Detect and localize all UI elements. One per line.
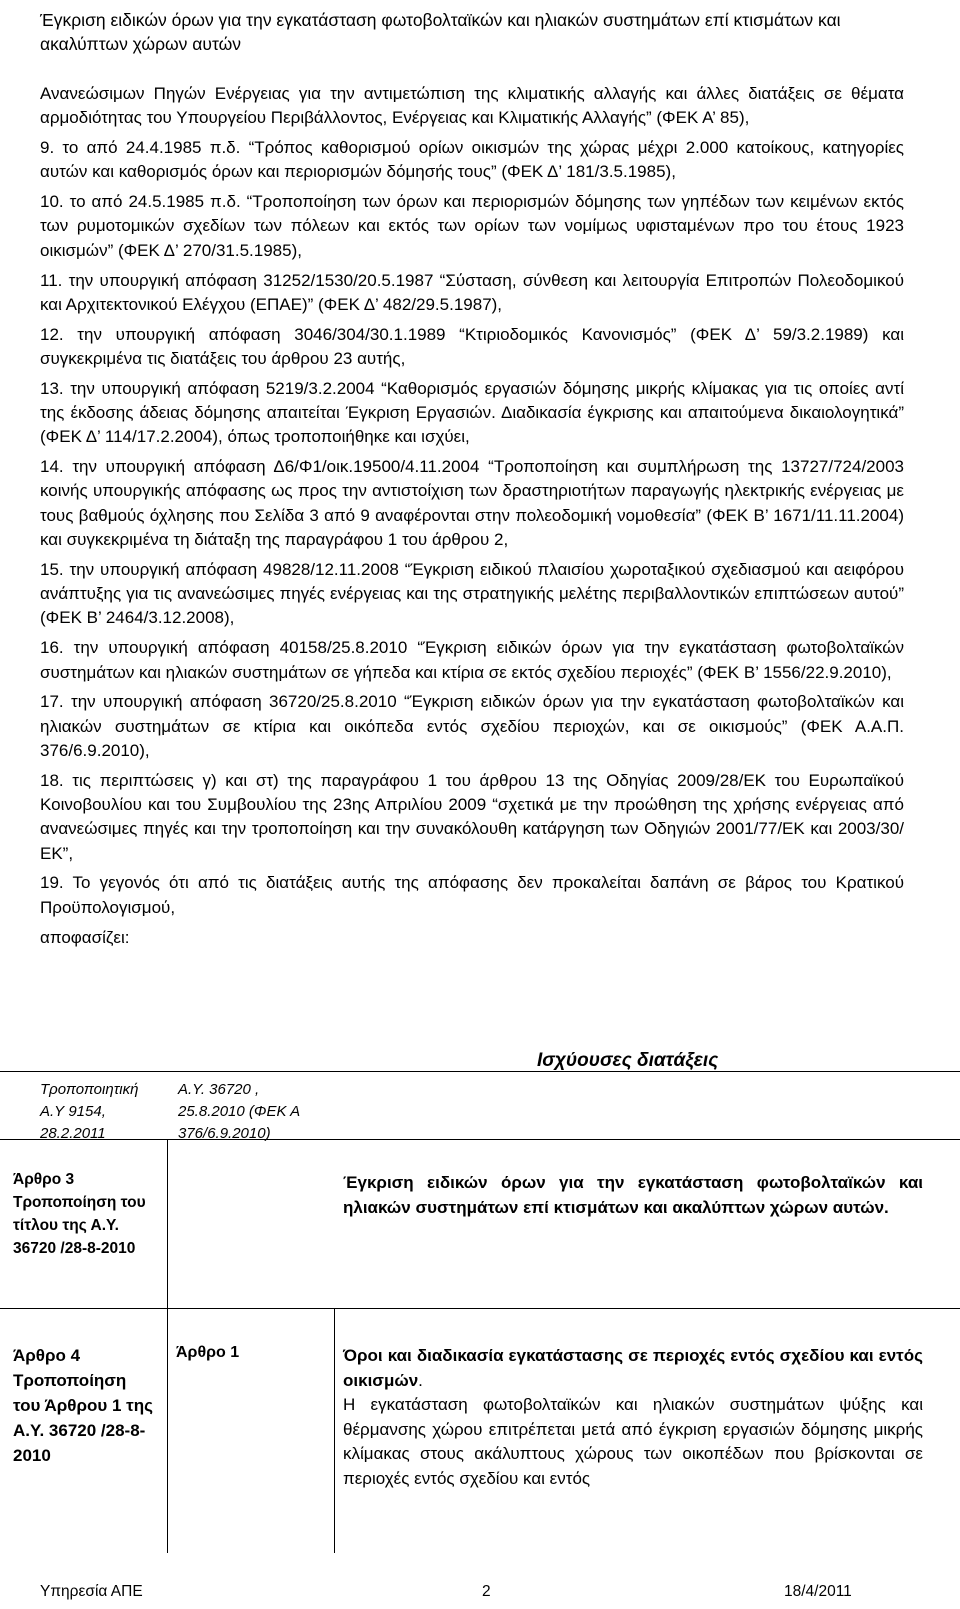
- paragraph: 17. την υπουργική απόφαση 36720/25.8.2010 “Έγκριση ειδικών όρων για την εγκατάσταση φωτοβολταϊκών και ηλιακών συστημάτων σε κτίρια και οικόπεδα εντός σχεδίου περιοχών, και σε οικισμούς” (ΦΕΚ Α.Α.Π. 376/6.9.2010),: [40, 692, 904, 760]
- article-1-text: Η εγκατάσταση φωτοβολταϊκών και ηλιακών συστημάτων ψύξης και θέρμανσης χώρου επιτρέπεται μετά από έγκριση εργασιών δόμησης μικρής κλίμακας στους ακάλυπτους χώρους των οικοπέδων που βρίσκονται σε περιοχές εντός σχεδίου και εντός: [343, 1395, 923, 1488]
- footer-date: 18/4/2011: [784, 1583, 852, 1600]
- row-text-title: Έγκριση ειδικών όρων για την εγκατάσταση φωτοβολταϊκών και ηλιακών συστημάτων επί κτισμάτων και ακαλύπτων χώρων αυτών.: [343, 1173, 923, 1217]
- table-column-divider: [334, 1308, 335, 1553]
- paragraph: 16. την υπουργική απόφαση 40158/25.8.2010 “Έγκριση ειδικών όρων για την εγκατάσταση φωτοβολταϊκών συστημάτων και ηλιακών συστημάτων σε γήπεδα και κτίρια σε εκτός σχεδίου περιοχές” (ΦΕΚ Β’ 1556/22.9.2010),: [40, 638, 904, 682]
- row-label-article-3: Άρθρο 3 Τροποποίηση του τίτλου της Α.Υ. 36720 /28-8-2010: [13, 1171, 146, 1257]
- article-1-heading-block: [343, 1344, 923, 1393]
- row-text-article-1: [343, 1344, 923, 1491]
- header-original-decision: Α.Υ. 36720 , 25.8.2010 (ΦΕΚ Α 376/6.9.2010): [178, 1081, 300, 1142]
- document-title: Έγκριση ειδικών όρων για την εγκατάσταση φωτοβολταϊκών και ηλιακών συστημάτων επί κτισμάτων και ακαλύπτων χώρων αυτών: [40, 10, 841, 54]
- paragraph: 10. το από 24.5.1985 π.δ. “Τροποποίηση των όρων και περιορισμών δόμησης των γηπέδων των κειμένων εκτός των ρυμοτομικών σχεδίων των πόλεων και εκτός των ορίων των νομίμως υφισταμένων προ του έτους 1923 οικισμών” (ΦΕΚ Δ’ 270/31.5.1985),: [40, 192, 904, 260]
- table-column-divider: [167, 1139, 168, 1314]
- paragraph: 12. την υπουργική απόφαση 3046/304/30.1.1989 “Κτιριοδομικός Κανονισμός” (ΦΕΚ Δ’ 59/3.2.1989) και συγκεκριμένα τις διατάξεις του άρθρου 23 αυτής,: [40, 324, 904, 368]
- paragraph: 9. το από 24.4.1985 π.δ. “Τρόπος καθορισμού ορίων οικισμών της χώρας μέχρι 2.000 κατοίκους, κατηγορίες αυτών και καθορισμός όρων και περιορισμών δόμησής τους” (ΦΕΚ Δ’ 181/3.5.1985),: [40, 138, 904, 182]
- paragraph: 14. την υπουργική απόφαση Δ6/Φ1/οικ.19500/4.11.2004 “Τροποποίηση και συμπλήρωση της 13727/724/2003 κοινής υπουργικής απόφασης ως προς την αντιστοίχιση των δραστηριοτήτων παραγωγής ηλεκτρικής ενέργειας με τους βαθμούς όχλησης που Σελίδα 3 από 9 αναφέρονται στην πολεοδομική νομοθεσία” (ΦΕΚ Β’ 1671/11.11.2004) και συγκεκριμένα τη διάταξη της παραγράφου 1 του άρθρου 2,: [40, 457, 904, 550]
- paragraph: 19. Το γεγονός ότι από τις διατάξεις αυτής της απόφασης δεν προκαλείται δαπάνη σε βάρος του Κρατικού Προϋπολογισμού,: [40, 873, 904, 917]
- document-body: [40, 8, 904, 955]
- row-label-article-4: Άρθρο 4 Τροποποίηση του Άρθρου 1 της Α.Υ. 36720 /28-8-2010: [13, 1346, 153, 1465]
- article-1-heading-end: .: [418, 1370, 423, 1390]
- header-current-provisions: Ισχύουσες διατάξεις: [537, 1050, 719, 1071]
- paragraph: 15. την υπουργική απόφαση 49828/12.11.2008 “Έγκριση ειδικού πλαισίου χωροταξικού σχεδιασμού και αειφόρου ανάπτυξης για τις ανανεώσιμες πηγές ενέργειας και της στρατηγικής μελέτης περιβαλλοντικών επιπτώσεων αυτού” (ΦΕΚ Β’ 2464/3.12.2008),: [40, 559, 904, 628]
- footer-service: Υπηρεσία ΑΠΕ: [40, 1583, 143, 1600]
- footer-page-number: 2: [482, 1583, 491, 1600]
- paragraph: 18. τις περιπτώσεις γ) και στ) της παραγράφου 1 του άρθρου 13 της Οδηγίας 2009/28/ΕΚ του Ευρωπαϊκού Κοινοβουλίου και του Συμβουλίου της 23ης Απριλίου 2009 “σχετικά με την προώθηση της χρήσης ενέργειας από ανανεώσιμες πηγές και την τροποποίηση και την συνακόλουθη κατάργηση των Οδηγιών 2001/77/ΕΚ και 2003/30/ΕΚ”,: [40, 770, 904, 863]
- paragraph: Ανανεώσιμων Πηγών Ενέργειας για την αντιμετώπιση της κλιματικής αλλαγής και άλλες διατάξεις σε θέματα αρμοδιότητας του Υπουργείου Περιβάλλοντος, Ενέργειας και Κλιματικής Αλλαγής” (ΦΕΚ Α’ 85),: [40, 84, 904, 128]
- row-article-1-label: Άρθρο 1: [176, 1344, 240, 1361]
- paragraph: 13. την υπουργική απόφαση 5219/3.2.2004 “Καθορισμός εργασιών δόμησης μικρής κλίμακας για τις οποίες αντί της έκδοσης άδειας δόμησης απαιτείται Έγκριση Εργασιών. Διαδικασία έγκρισης και απαιτούμενα δικαιολογητικά” (ΦΕΚ Δ’ 114/17.2.2004), όπως τροποποιήθηκε και ισχύει,: [40, 378, 904, 447]
- decides-text: αποφασίζει:: [40, 927, 130, 947]
- article-1-heading: Όροι και διαδικασία εγκατάστασης σε περιοχές εντός σχεδίου και εντός οικισμών: [343, 1346, 923, 1390]
- paragraph: 11. την υπουργική απόφαση 31252/1530/20.5.1987 “Σύσταση, σύνθεση και λειτουργία Επιτροπών Πολεοδομικού και Αρχιτεκτονικού Ελέγχου (ΕΠΑΕ)” (ΦΕΚ Δ’ 482/29.5.1987),: [40, 270, 904, 314]
- table-column-divider: [167, 1308, 168, 1553]
- table-row-border: [0, 1308, 960, 1309]
- header-amending-decision: Τροποποιητική Α.Υ 9154, 28.2.2011: [40, 1081, 139, 1142]
